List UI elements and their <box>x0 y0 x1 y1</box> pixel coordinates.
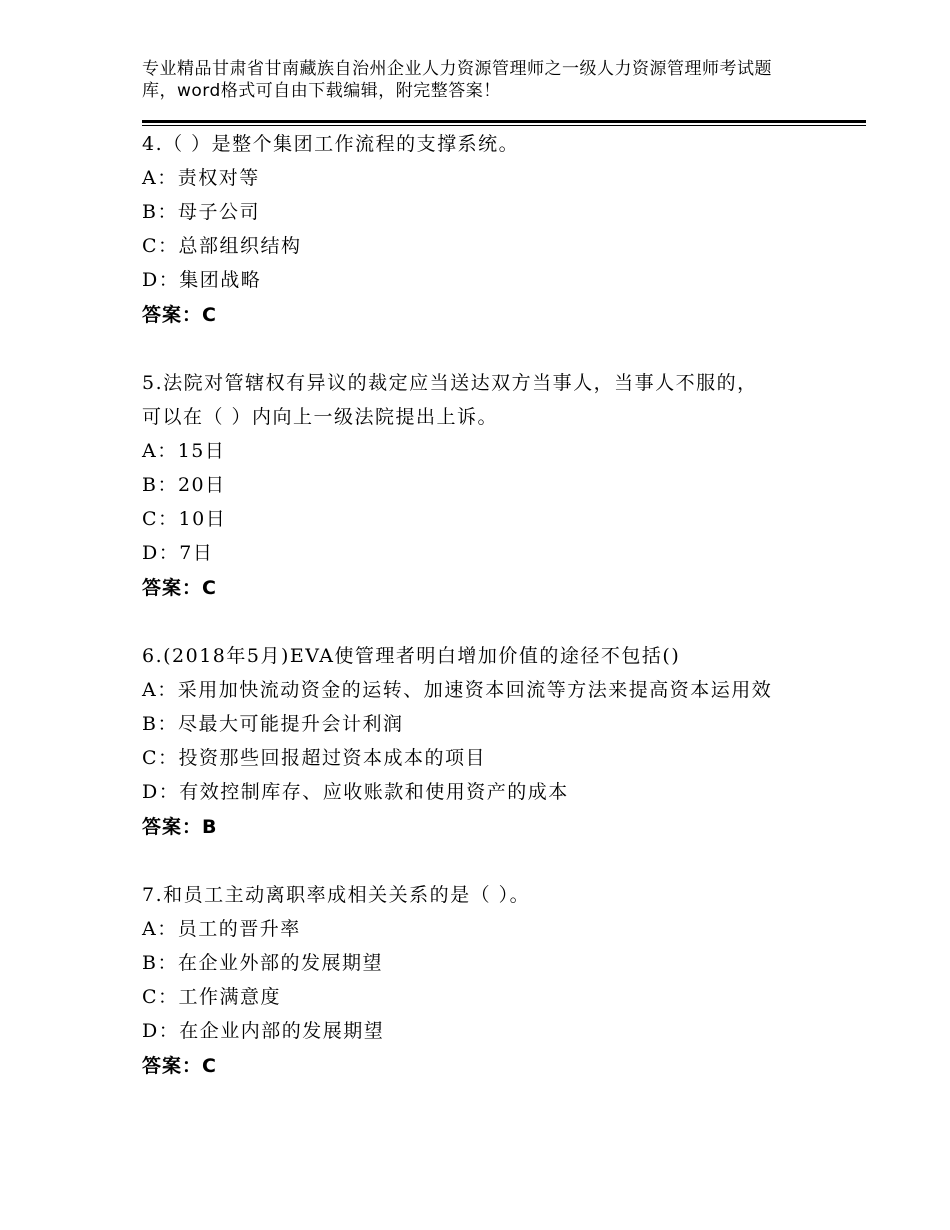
question-4-option-d: D：集团战略 <box>142 269 262 291</box>
question-5-option-a: A：15日 <box>142 440 226 462</box>
header-line-2: 库，word格式可自由下载编辑，附完整答案！ <box>142 81 501 101</box>
question-5-stem-line-1: 5.法院对管辖权有异议的裁定应当送达双方当事人，当事人不服的， <box>142 372 758 394</box>
question-4-option-b: B：母子公司 <box>142 201 260 223</box>
question-5-answer: 答案：C <box>142 577 217 599</box>
question-6-option-b: B：尽最大可能提升会计利润 <box>142 713 404 735</box>
question-5-stem-line-2: 可以在（ ）内向上一级法院提出上诉。 <box>142 406 499 428</box>
question-7-option-b: B：在企业外部的发展期望 <box>142 952 383 974</box>
question-5-option-b: B：20日 <box>142 474 226 496</box>
question-5-option-c: C：10日 <box>142 508 227 530</box>
question-7-option-d: D：在企业内部的发展期望 <box>142 1020 385 1042</box>
question-4-option-c: C：总部组织结构 <box>142 235 302 257</box>
question-7-answer: 答案：C <box>142 1055 217 1077</box>
question-4-option-a: A：责权对等 <box>142 167 260 189</box>
question-7-stem: 7.和员工主动离职率成相关关系的是（ ）。 <box>142 884 531 906</box>
question-4-answer: 答案：C <box>142 304 217 326</box>
header-rule-thin <box>142 125 866 126</box>
question-6-answer: 答案：B <box>142 816 218 838</box>
header-rule-thick <box>142 120 866 123</box>
question-7-option-a: A：员工的晋升率 <box>142 918 301 940</box>
question-4-stem: 4.（ ）是整个集团工作流程的支撑系统。 <box>142 133 520 155</box>
question-6-stem: 6.(2018年5月)EVA使管理者明白增加价值的途径不包括() <box>142 645 681 667</box>
question-6-option-c: C：投资那些回报超过资本成本的项目 <box>142 747 487 769</box>
document-header <box>142 58 842 102</box>
question-7-option-c: C：工作满意度 <box>142 986 282 1008</box>
header-line-1: 专业精品甘肃省甘南藏族自治州企业人力资源管理师之一级人力资源管理师考试题 <box>142 59 772 79</box>
question-6-option-d: D：有效控制库存、应收账款和使用资产的成本 <box>142 781 569 803</box>
question-5-option-d: D：7日 <box>142 542 214 564</box>
question-6-option-a: A：采用加快流动资金的运转、加速资本回流等方法来提高资本运用效 <box>142 679 773 701</box>
